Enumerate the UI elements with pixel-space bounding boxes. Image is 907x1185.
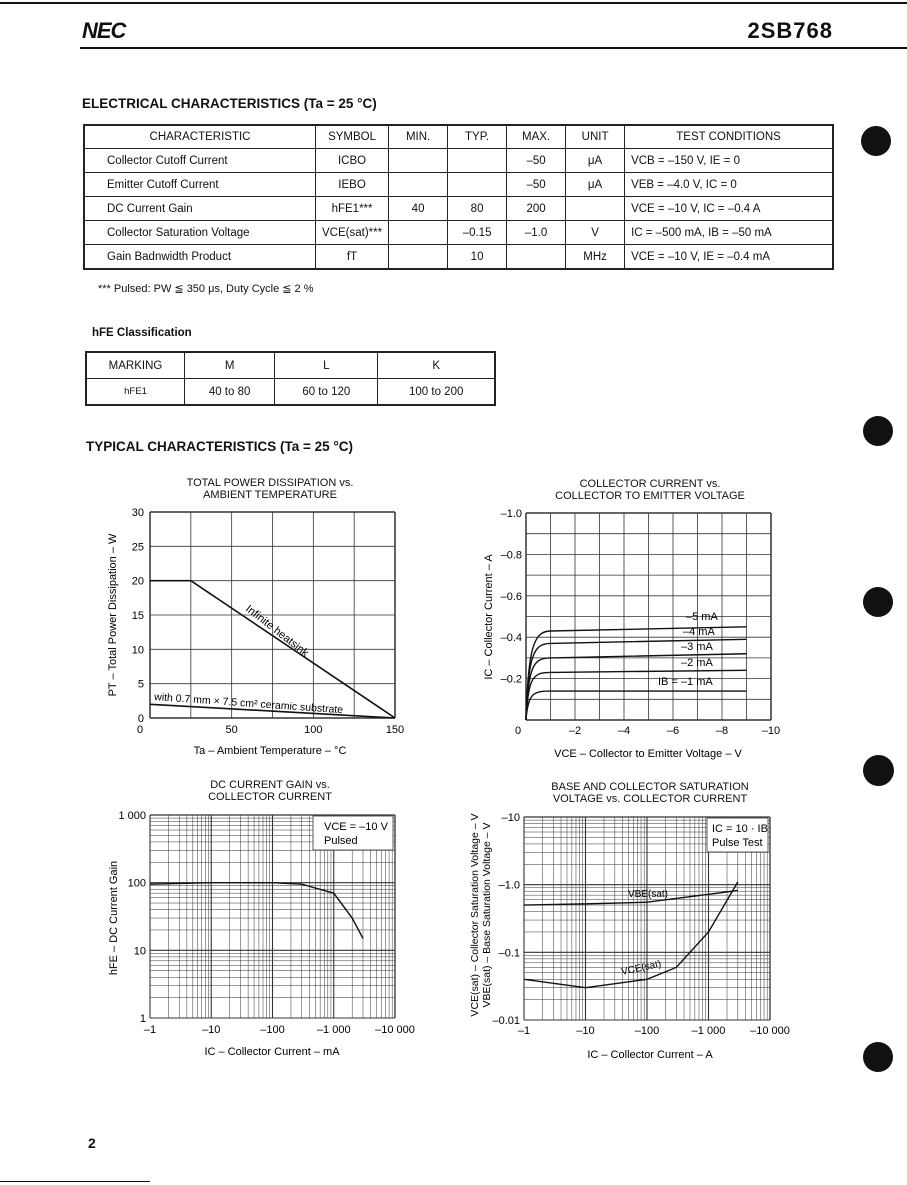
cell: Collector Cutoff Current	[84, 149, 316, 173]
col-header: MIN.	[389, 125, 448, 149]
cell: IC = –500 mA, IB = –50 mA	[625, 221, 833, 245]
cell: Emitter Cutoff Current	[84, 173, 316, 197]
chart2-title-line1: COLLECTOR CURRENT vs.	[579, 478, 721, 490]
series-curve-4	[526, 639, 747, 720]
x-tick-label: 0	[136, 724, 144, 736]
cell: 10	[448, 245, 507, 270]
cell: 60 to 120	[275, 379, 378, 406]
y-tick-label: 15	[131, 610, 144, 622]
registration-dot	[863, 587, 893, 617]
curve-label: –4 mA	[683, 626, 715, 638]
series-curve-2	[526, 670, 747, 720]
x-tick-label: –10 000	[375, 1024, 415, 1036]
y-axis-label: PT – Total Power Dissipation – W	[107, 533, 119, 697]
x-axis-label: IC – Collector Current – mA	[204, 1046, 340, 1058]
cell: MHz	[566, 245, 625, 270]
x-tick-label: –100	[260, 1024, 285, 1036]
cell: IEBO	[316, 173, 389, 197]
chart2-collector-current	[483, 508, 780, 760]
x-axis-label: Ta – Ambient Temperature – °C	[193, 745, 347, 757]
y-axis-label-1: VCE(sat) – Collector Saturation Voltage – V	[469, 813, 481, 1017]
curve-label-vce: VCE(sat)	[620, 958, 663, 978]
col-header: SYMBOL	[316, 125, 389, 149]
cell: hFE1	[86, 379, 185, 406]
x-tick-label: –1 000	[691, 1025, 726, 1037]
condition-box-line2: Pulsed	[324, 835, 358, 847]
cell: Gain Badnwidth Product	[84, 245, 316, 270]
chart4-saturation-voltage	[469, 812, 790, 1061]
x-tick-label: –1	[143, 1024, 157, 1036]
chart2-title-line2: COLLECTOR TO EMITTER VOLTAGE	[555, 490, 745, 502]
cell: –1.0	[507, 221, 566, 245]
cell: V	[566, 221, 625, 245]
x-tick-label: –4	[617, 725, 631, 737]
cell: –50	[507, 173, 566, 197]
x-tick-label: 100	[304, 724, 323, 736]
cell: μA	[566, 149, 625, 173]
x-tick-label: –1	[517, 1025, 531, 1037]
cell: ICBO	[316, 149, 389, 173]
y-axis-label-2: VBE(sat) – Base Saturation Voltage – V	[481, 822, 493, 1008]
y-tick-label: –0.2	[500, 673, 522, 686]
condition-box-line2: Pulse Test	[712, 837, 763, 849]
bottom-rule	[0, 1181, 150, 1182]
curve-label-ceramic-substrate: with 0.7 mm × 7.5 cm² ceramic substrate	[153, 691, 344, 717]
registration-dot	[861, 126, 891, 156]
cell: VCE = –10 V, IC = –0.4 A	[625, 197, 833, 221]
y-tick-label: 5	[137, 678, 144, 691]
col-header: TYP.	[448, 125, 507, 149]
y-tick-label: 100	[127, 877, 146, 890]
chart3-title-line1: DC CURRENT GAIN vs.	[210, 779, 330, 791]
registration-dot	[863, 755, 894, 786]
pulse-note: *** Pulsed: PW ≦ 350 μs, Duty Cycle ≦ 2 %	[98, 283, 314, 295]
x-tick-label: –2	[568, 725, 582, 737]
chart3-dc-current-gain	[108, 810, 415, 1058]
cell: DC Current Gain	[84, 197, 316, 221]
y-tick-label: 0	[137, 713, 144, 725]
cell: Collector Saturation Voltage	[84, 221, 316, 245]
curve-label: IB = –1 mA	[658, 676, 713, 688]
x-axis-label: IC – Collector Current – A	[587, 1049, 713, 1061]
y-tick-label: 1	[139, 1013, 146, 1025]
curve-label: –3 mA	[681, 641, 713, 653]
y-tick-label: –0.4	[500, 632, 522, 645]
curve-label-vbe: VBE(sat)	[628, 889, 669, 900]
curve-label: –5 mA	[686, 611, 718, 623]
curve-label: –2 mA	[681, 657, 713, 669]
classification-title: hFE Classification	[92, 327, 192, 339]
electrical-title: ELECTRICAL CHARACTERISTICS (Ta = 25 °C)	[82, 96, 377, 111]
cell: VEB = –4.0 V, IC = 0	[625, 173, 833, 197]
cell: VCE(sat)***	[316, 221, 389, 245]
cell: VCB = –150 V, IE = 0	[625, 149, 833, 173]
nec-logo: NEC	[82, 18, 126, 43]
y-tick-label: –0.1	[498, 947, 520, 960]
curve-label-infinite-heatsink: Infinite heatsink	[243, 602, 311, 660]
page-number: 2	[88, 1135, 96, 1151]
registration-dot	[863, 1042, 893, 1072]
col-header: TEST CONDITIONS	[625, 125, 833, 149]
cell: –0.15	[448, 221, 507, 245]
x-tick-label: –10	[576, 1025, 595, 1037]
x-tick-label: –6	[666, 725, 680, 737]
y-tick-label: –0.6	[500, 590, 522, 603]
series-curve-5	[526, 627, 747, 720]
y-tick-label: 20	[131, 575, 144, 588]
cell: L	[275, 352, 378, 379]
x-tick-label: –10	[761, 725, 781, 737]
cell: –50	[507, 149, 566, 173]
chart1-title-line2: AMBIENT TEMPERATURE	[203, 489, 337, 501]
col-header: MAX.	[507, 125, 566, 149]
cell: 200	[507, 197, 566, 221]
cell: VCE = –10 V, IE = –0.4 mA	[625, 245, 833, 270]
y-tick-label: 30	[131, 507, 144, 519]
x-tick-label: 0	[514, 725, 522, 737]
col-header: UNIT	[566, 125, 625, 149]
cell: μA	[566, 173, 625, 197]
registration-dot	[863, 416, 893, 446]
y-tick-label: 10	[133, 945, 146, 958]
y-tick-label: –0.01	[492, 1015, 520, 1027]
x-tick-label: –1 000	[316, 1024, 351, 1036]
col-header: CHARACTERISTIC	[84, 125, 316, 149]
y-axis-label: hFE – DC Current Gain	[108, 860, 120, 976]
cell: hFE1***	[316, 197, 389, 221]
y-tick-label: –1.0	[498, 879, 520, 892]
cell: 40	[389, 197, 448, 221]
series-curve-3	[526, 654, 747, 720]
y-tick-label: 1 000	[118, 810, 146, 822]
cell: 40 to 80	[185, 379, 275, 406]
chart1-title-line1: TOTAL POWER DISSIPATION vs.	[186, 477, 354, 489]
chart4-title-line2: VOLTAGE vs. COLLECTOR CURRENT	[552, 793, 748, 805]
chart1-power-dissipation	[107, 507, 404, 757]
cell: M	[185, 352, 275, 379]
y-tick-label: –1.0	[500, 508, 522, 520]
condition-box-line1: VCE = –10 V	[324, 821, 388, 833]
cell: 100 to 200	[378, 379, 495, 406]
series-curve-1	[526, 691, 747, 720]
typical-title: TYPICAL CHARACTERISTICS (Ta = 25 °C)	[86, 439, 354, 454]
part-number: 2SB768	[747, 18, 833, 43]
chart4-title-line1: BASE AND COLLECTOR SATURATION	[551, 781, 749, 793]
y-axis-label: IC – Collector Current – A	[483, 554, 495, 680]
cell: 80	[448, 197, 507, 221]
x-tick-label: 50	[225, 724, 238, 736]
chart3-title-line2: COLLECTOR CURRENT	[208, 791, 332, 803]
x-axis-label: VCE – Collector to Emitter Voltage – V	[554, 748, 742, 760]
y-tick-label: 10	[131, 644, 144, 657]
cell: fT	[316, 245, 389, 270]
y-tick-label: –0.8	[500, 549, 522, 562]
x-tick-label: –8	[715, 725, 729, 737]
x-tick-label: –10 000	[750, 1025, 790, 1037]
y-tick-label: 25	[131, 541, 144, 554]
x-tick-label: –100	[634, 1025, 660, 1037]
x-tick-label: –10	[202, 1024, 221, 1036]
x-tick-label: 150	[385, 724, 405, 736]
cell: MARKING	[86, 352, 185, 379]
cell: K	[378, 352, 495, 379]
condition-box-line1: IC = 10 · IB	[712, 823, 768, 835]
y-tick-label: –10	[501, 812, 520, 824]
